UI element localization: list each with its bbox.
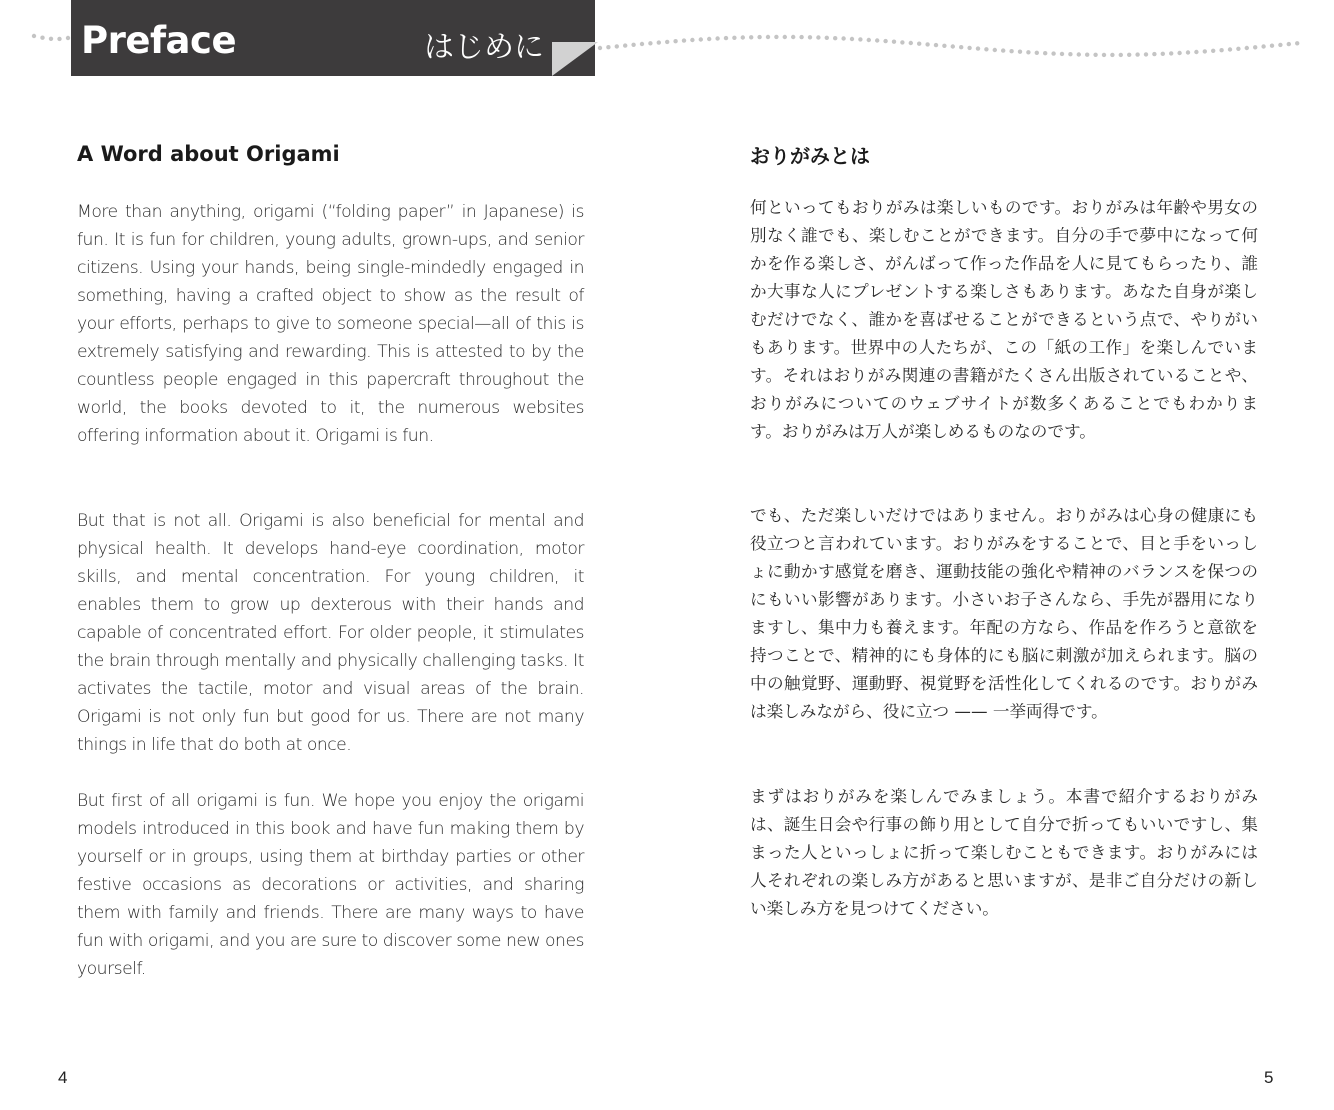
japanese-paragraph-text: まずはおりがみを楽しんでみましょう。本書で紹介するおりがみは、誕生日会や行事の飾り用として自分で折ってもいいですし、集まった人といっしょに折って楽しむこともできます。おりがみには人それぞれの楽しみ方があると思いますが、是非ご自分だけの新しい楽しみ方を見つけてください。 <box>750 787 1258 918</box>
english-heading: A Word about Origami <box>77 142 340 166</box>
japanese-paragraph-text: 何といってもおりがみは楽しいものです。おりがみは年齢や男女の別なく誰でも、楽しむことができます。自分の手で夢中になって何かを作る楽しさ、がんばって作った作品を人に見てもらったり、誰か大事な人にプレゼントする楽しさもあります。あなた自身が楽しむだけでなく、誰かを喜ばせることができるという点で、やりがいもあります。世界中の人たちが、この「紙の工作」を楽しんでいます。それはおりがみ関連の書籍がたくさん出版されていることや、おりがみについてのウェブサイトが数多くあることでもわかります。おりがみは万人が楽しめるものなのです。 <box>750 198 1258 441</box>
english-paragraph-2 <box>77 507 584 759</box>
english-paragraph-3 <box>77 787 584 983</box>
japanese-paragraph-1 <box>750 194 1258 446</box>
japanese-paragraph-2 <box>750 502 1258 726</box>
page-number-left: 4 <box>58 1068 68 1087</box>
japanese-heading: おりがみとは <box>750 144 870 168</box>
header-title-en: Preface <box>81 19 237 62</box>
english-paragraph-1 <box>77 198 584 450</box>
japanese-paragraph-3 <box>750 783 1258 923</box>
english-paragraph-text: But that is not all. Origami is also beneficial for mental and physical health. It develops hand-eye coordination, motor skills, and mental concentration. For young children, it enables them to grow up dexterous with their hands and capable of concentrated effort. For older people, it stimulates the brain through mentally and physically challenging tasks. It activates the tactile, motor and visual areas of the brain. Origami is not only fun but good for us. There are not many things in life that do both at once. <box>77 511 584 755</box>
japanese-paragraph-text: でも、ただ楽しいだけではありません。おりがみは心身の健康にも役立つと言われています。おりがみをすることで、目と手をいっしょに動かす感覚を磨き、運動技能の強化や精神のバランスを保つのにもいい影響があります。小さいお子さんなら、手先が器用になりますし、集中力も養えます。年配の方なら、作品を作ろうと意欲を持つことで、精神的にも身体的にも脳に刺激が加えられます。脳の中の触覚野、運動野、視覚野を活性化してくれるのです。おりがみは楽しみながら、役に立つ —— 一挙両得です。 <box>750 506 1258 721</box>
english-paragraph-text: But first of all origami is fun. We hope you enjoy the origami models introduced in this book and have fun making them by yourself or in groups, using them at birthday parties or other festive occasions as decorations or activities, and sharing them with family and friends. There are many ways to have fun with origami, and you are sure to discover some new ones yourself. <box>77 791 584 979</box>
page-curl-icon <box>552 42 598 76</box>
english-paragraph-text: More than anything, origami (“folding paper” in Japanese) is fun. It is fun for children, young adults, grown-ups, and senior citizens. Using your hands, being single-mindedly engaged in something, having a crafted object to show as the result of your efforts, perhaps to give to someone special—all of this is extremely satisfying and rewarding. This is attested to by the countless people engaged in this papercraft throughout the world, the books devoted to it, the numerous websites offering information about it. Origami is fun. <box>77 202 584 446</box>
page-number-right: 5 <box>1264 1068 1274 1087</box>
header-title-ja: はじめに <box>424 30 544 65</box>
